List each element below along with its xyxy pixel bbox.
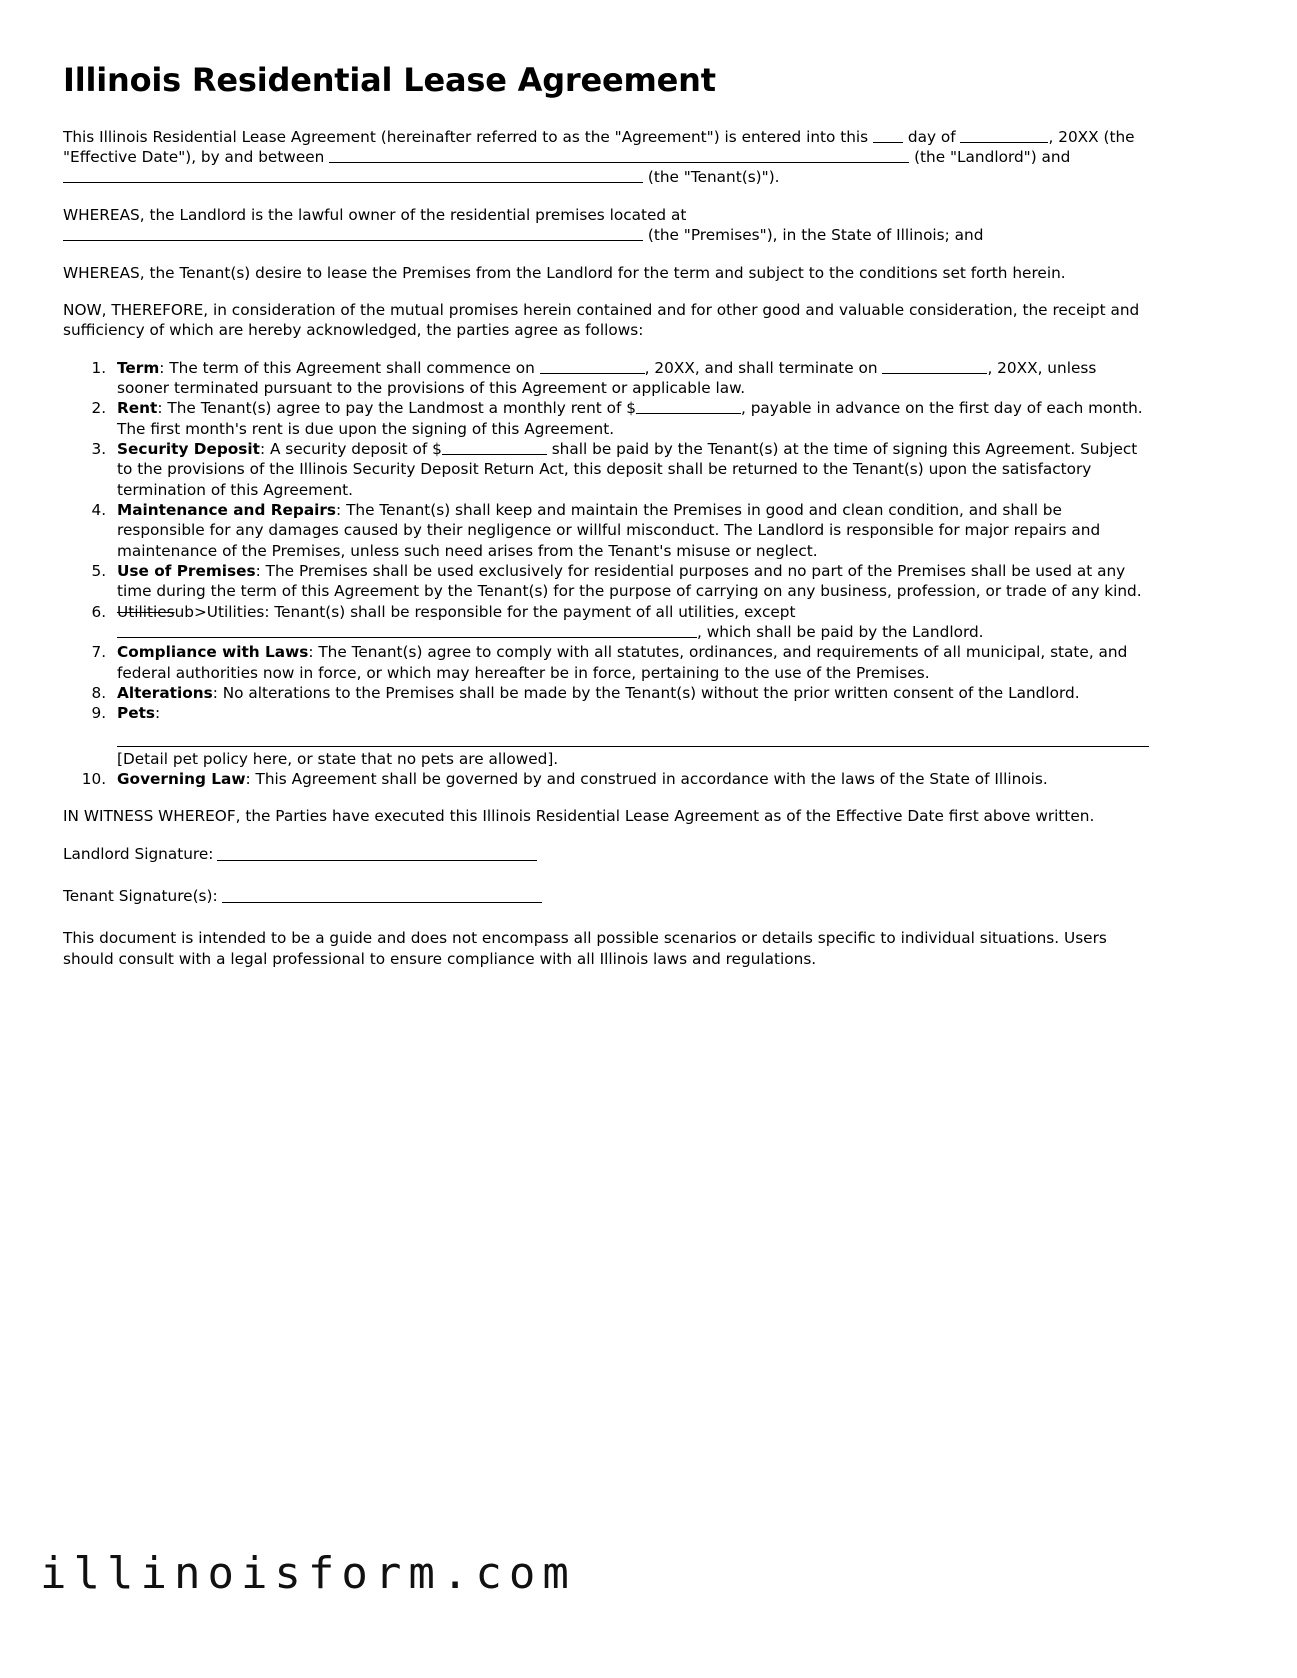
term-item-governing-law xyxy=(111,769,1149,789)
now-therefore-paragraph: NOW, THEREFORE, in consideration of the mutual promises herein contained and for other good and valuable consideration, the receipt and sufficiency of which are hereby acknowledged, the parties agree as follows: xyxy=(63,300,1140,340)
term-item-use-of-premises xyxy=(111,561,1149,602)
terminate-date-blank xyxy=(882,358,987,374)
page-title: Illinois Residential Lease Agreement xyxy=(63,61,716,99)
intro-text-1: This Illinois Residential Lease Agreement (hereinafter referred to as the "Agreement") is entered into this xyxy=(63,127,874,146)
term-heading-governing-law: Governing Law xyxy=(117,770,246,789)
premises-address-blank xyxy=(63,226,643,242)
term-item-term xyxy=(111,358,1149,399)
terms-list xyxy=(63,358,1149,790)
term-heading-utilities-struck: Utilities xyxy=(117,602,175,621)
term-text-a-term: : The term of this Agreement shall commence on xyxy=(159,358,540,377)
term-text-c-term: , 20XX, unless sooner terminated pursuant to the provisions of this Agreement or applicable law. xyxy=(117,358,1097,397)
term-text-a-utilities: ub>Utilities: Tenant(s) shall be responsible for the payment of all utilities, except xyxy=(174,602,796,621)
intro-text-5: (the "Tenant(s)"). xyxy=(643,168,780,187)
term-text-a-compliance: : The Tenant(s) agree to comply with all statutes, ordinances, and requirements of all municipal, state, and federal authorities now in force, or which may hereafter be in force, pertaining to the use of the Premises. xyxy=(117,643,1128,682)
term-item-pets xyxy=(111,703,1149,769)
tenant-signature-blank xyxy=(222,888,542,904)
whereas-owner-text-2: (the "Premises"), in the State of Illinois; and xyxy=(643,226,984,245)
tenant-name-blank xyxy=(63,168,643,184)
term-text-a-use-of-premises: : The Premises shall be used exclusively for residential purposes and no part of the Premises shall be used at any time during the term of this Agreement by the Tenant(s) for the purpose of carrying on any business, profession, or trade of any kind. xyxy=(117,561,1142,601)
tenant-signature-row xyxy=(63,886,1149,906)
term-item-rent xyxy=(111,398,1149,439)
term-text-a-security-deposit: : A security deposit of $ xyxy=(259,439,442,458)
day-blank xyxy=(873,127,903,143)
tenant-signature-label: Tenant Signature(s): xyxy=(63,887,218,906)
term-text-b-term: , 20XX, and shall terminate on xyxy=(644,358,883,377)
term-heading-compliance: Compliance with Laws xyxy=(117,643,309,662)
landlord-name-blank xyxy=(329,148,909,164)
term-heading-term: Term xyxy=(117,358,160,377)
witness-paragraph: IN WITNESS WHEREOF, the Parties have executed this Illinois Residential Lease Agreement as of the Effective Date first above written. xyxy=(63,807,1095,826)
site-watermark: illinoisform.com xyxy=(40,1548,576,1599)
term-text-b-utilities: , which shall be paid by the Landlord. xyxy=(697,623,984,642)
security-deposit-blank xyxy=(442,439,547,455)
intro-paragraph xyxy=(63,127,1149,188)
whereas-owner-text-1: WHEREAS, the Landlord is the lawful owner of the residential premises located at xyxy=(63,205,687,224)
term-text-b-security-deposit: shall be paid by the Tenant(s) at the time of signing this Agreement. Subject to the provisions of the Illinois Security Deposit Return Act, this deposit shall be returned to the Tenant(s) upon the satisfactory termination of this Agreement. xyxy=(117,439,1138,499)
term-text-a-alterations: : No alterations to the Premises shall be made by the Tenant(s) without the prior written consent of the Landlord. xyxy=(212,684,1080,703)
whereas-owner-paragraph xyxy=(63,205,1149,246)
term-text-a-pets: : xyxy=(155,704,161,723)
landlord-signature-blank xyxy=(217,845,537,861)
term-text-b-rent: , payable in advance on the first day of each month. The first month's rent is due upon the signing of this Agreement. xyxy=(117,399,1143,438)
monthly-rent-blank xyxy=(636,399,741,415)
disclaimer-paragraph: This document is intended to be a guide and does not encompass all possible scenarios or details specific to individual situations. Users should consult with a legal professional to ensure compliance with all Illinois laws and regulations. xyxy=(63,929,1107,968)
term-heading-security-deposit: Security Deposit xyxy=(117,439,260,458)
term-text-a-rent: : The Tenant(s) agree to pay the Landmost a monthly rent of $ xyxy=(157,399,636,418)
pet-policy-note: [Detail pet policy here, or state that no pets are allowed]. xyxy=(117,749,559,768)
term-text-a-governing-law: : This Agreement shall be governed by and construed in accordance with the laws of the State of Illinois. xyxy=(245,770,1048,789)
intro-text-3: , 20XX (the "Effective Date"), by and between xyxy=(63,127,1135,167)
term-item-compliance xyxy=(111,642,1149,683)
month-blank xyxy=(960,127,1048,143)
commence-date-blank xyxy=(540,358,645,374)
term-heading-alterations: Alterations xyxy=(117,684,213,703)
term-text-a-maintenance: : The Tenant(s) shall keep and maintain the Premises in good and clean condition, and shall be responsible for any damages caused by their negligence or willful misconduct. The Landlord is responsible for major repairs and maintenance of the Premises, unless such need arises from the Tenant's misuse or neglect. xyxy=(117,500,1101,560)
term-item-security-deposit xyxy=(111,439,1149,500)
whereas-lease-paragraph: WHEREAS, the Tenant(s) desire to lease the Premises from the Landlord for the term and subject to the conditions set forth herein. xyxy=(63,263,1066,282)
landlord-signature-label: Landlord Signature: xyxy=(63,844,214,863)
term-heading-rent: Rent xyxy=(117,399,158,418)
term-item-alterations xyxy=(111,683,1149,703)
term-item-utilities xyxy=(111,602,1149,643)
landlord-signature-row xyxy=(63,844,1149,864)
intro-text-2: day of xyxy=(903,127,961,146)
pet-policy-rule xyxy=(117,746,1149,747)
term-heading-maintenance: Maintenance and Repairs xyxy=(117,500,337,519)
utilities-exception-blank xyxy=(117,622,697,638)
term-heading-use-of-premises: Use of Premises xyxy=(117,561,256,580)
intro-text-4: (the "Landlord") and xyxy=(909,148,1071,167)
term-item-maintenance xyxy=(111,500,1149,561)
term-heading-pets: Pets xyxy=(117,704,156,723)
document-content xyxy=(63,62,1149,986)
